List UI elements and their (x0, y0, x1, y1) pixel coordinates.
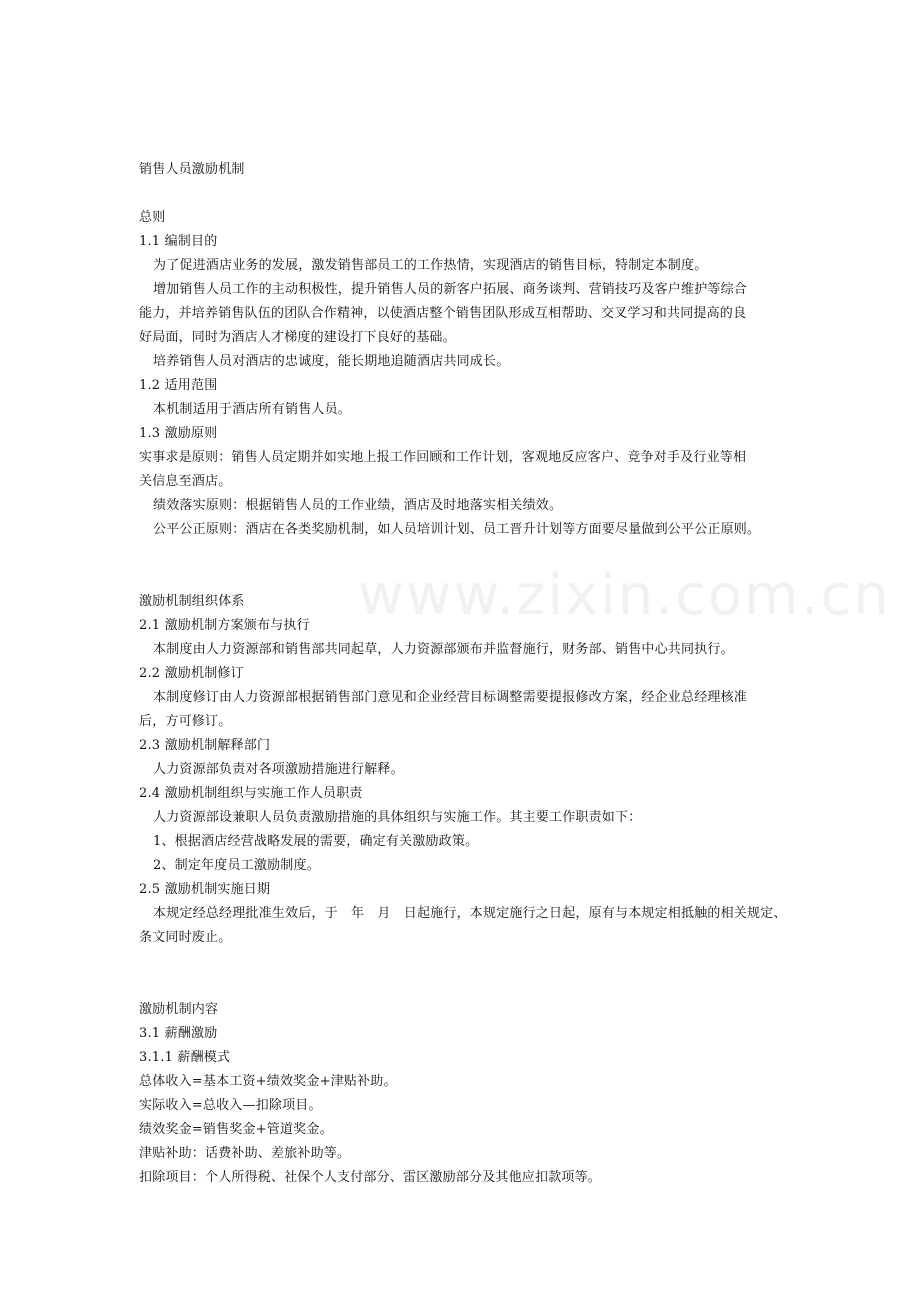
paragraph-line: 关信息至酒店。 (139, 474, 232, 489)
document-title: 销售人员激励机制 (139, 162, 245, 177)
paragraph: 人力资源部负责对各项激励措施进行解释。 (153, 762, 404, 777)
formula-line: 绩效奖金=销售奖金+管道奖金。 (139, 1122, 333, 1137)
subsection-heading: 2.1 激励机制方案颁布与执行 (139, 618, 310, 633)
paragraph-line: 后，方可修订。 (139, 714, 232, 729)
paragraph: 人力资源部设兼职人员负责激励措施的具体组织与实施工作。其主要工作职责如下： (153, 810, 642, 825)
formula-line: 扣除项目：个人所得税、社保个人支付部分、雷区激励部分及其他应扣款项等。 (139, 1170, 602, 1185)
section-heading: 总则 (139, 210, 166, 225)
paragraph: 绩效落实原则：根据销售人员的工作业绩，酒店及时地落实相关绩效。 (153, 498, 563, 513)
paragraph-line: 本制度修订由人力资源部根据销售部门意见和企业经营目标调整需要提报修改方案，经企业总经理核准 (153, 690, 748, 705)
paragraph: 本制度由人力资源部和销售部共同起草，人力资源部颁布并监督施行，财务部、销售中心共同执行。 (153, 642, 734, 657)
document-body (139, 158, 789, 1190)
paragraph-line: 条文同时废止。 (139, 930, 232, 945)
paragraph-line: 能力，并培养销售队伍的团队合作精神，以使酒店整个销售团队形成互相帮助、交叉学习和共同提高的良 (139, 306, 747, 321)
list-item: 1、根据酒店经营战略发展的需要，确定有关激励政策。 (153, 834, 479, 849)
paragraph-line: 增加销售人员工作的主动积极性，提升销售人员的新客户拓展、商务谈判、营销技巧及客户维护等综合 (153, 282, 748, 297)
spacer (139, 950, 789, 998)
list-item: 2、制定年度员工激励制度。 (153, 858, 320, 873)
paragraph: 培养销售人员对酒店的忠诚度，能长期地追随酒店共同成长。 (153, 354, 510, 369)
paragraph-line: 本规定经总经理批准生效后，于 年 月 日起施行，本规定施行之日起，原有与本规定相抵触的相关规定、 (153, 906, 787, 921)
subsection-heading: 2.5 激励机制实施日期 (139, 882, 271, 897)
subsection-heading: 1.1 编制目的 (139, 234, 218, 249)
formula-line: 津贴补助：话费补助、差旅补助等。 (139, 1146, 351, 1161)
section-heading: 激励机制组织体系 (139, 594, 245, 609)
subsection-heading: 2.3 激励机制解释部门 (139, 738, 271, 753)
watermark: www.zixin.com.cn (358, 563, 891, 628)
spacer (139, 542, 789, 590)
paragraph: 本机制适用于酒店所有销售人员。 (153, 402, 352, 417)
paragraph: 为了促进酒店业务的发展，激发销售部员工的工作热情，实现酒店的销售目标，特制定本制度。 (153, 258, 708, 273)
formula-line: 总体收入=基本工资+绩效奖金+津贴补助。 (139, 1074, 397, 1089)
subsection-heading: 1.2 适用范围 (139, 378, 218, 393)
subsection-heading: 3.1.1 薪酬模式 (139, 1050, 231, 1065)
subsection-heading: 2.4 激励机制组织与实施工作人员职责 (139, 786, 363, 801)
section-heading: 激励机制内容 (139, 1002, 219, 1017)
spacer (139, 182, 789, 206)
subsection-heading: 3.1 薪酬激励 (139, 1026, 218, 1041)
formula-line: 实际收入=总收入—扣除项目。 (139, 1098, 322, 1113)
paragraph-line: 好局面，同时为酒店人才梯度的建设打下良好的基础。 (139, 330, 456, 345)
paragraph-line: 实事求是原则：销售人员定期并如实地上报工作回顾和工作计划，客观地反应客户、竞争对手及行业等相 (139, 450, 747, 465)
subsection-heading: 2.2 激励机制修订 (139, 666, 244, 681)
subsection-heading: 1.3 激励原则 (139, 426, 218, 441)
paragraph: 公平公正原则：酒店在各类奖励机制，如人员培训计划、员工晋升计划等方面要尽量做到公平公正原则。 (153, 522, 761, 537)
